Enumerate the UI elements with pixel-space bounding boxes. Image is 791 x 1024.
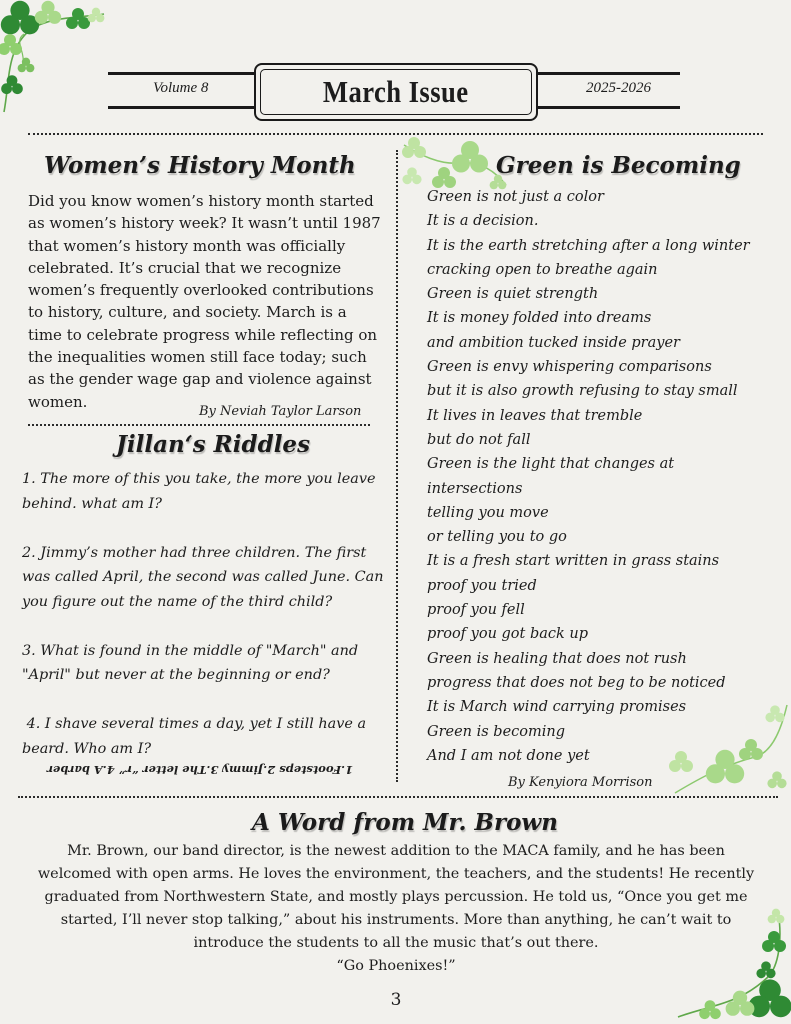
poem-line: It is the earth stretching after a long winter xyxy=(427,237,750,254)
poem-line: cracking open to breathe again xyxy=(427,261,658,278)
poem-line: telling you move xyxy=(427,504,549,521)
article-line: time to celebrate progress while reflecting on xyxy=(28,325,378,344)
mr-brown-heading: A Word from Mr. Brown xyxy=(252,809,558,836)
article-line: introduce the students to all the music that’s out there. xyxy=(193,935,599,951)
poem-heading: Green is Becoming xyxy=(496,152,741,179)
poem-line: and ambition tucked inside prayer xyxy=(427,334,680,351)
masthead-title-box xyxy=(254,63,538,121)
riddle-item: 1. The more of this you take, the more you leave behind. what am I? xyxy=(22,471,376,512)
poem-line: It is a decision. xyxy=(427,213,539,230)
riddle-item: 3. What is found in the middle of "March" and "April" but never at the beginning or end? xyxy=(22,642,359,683)
article-line: as women’s history week? It wasn’t until 1987 xyxy=(28,214,381,233)
poem-line: Green is the light that changes at xyxy=(427,456,675,473)
riddle-answers-upside-down: 1.Footsteps 2.Jimmy 3.The letter “r” 4.A barber xyxy=(46,763,354,777)
poem-line: It lives in leaves that tremble xyxy=(427,407,643,424)
article-line: Mr. Brown, our band director, is the newest addition to the MACA family, and he has been xyxy=(67,843,725,859)
womens-history-heading: Women’s History Month xyxy=(44,152,356,179)
poem-line: proof you fell xyxy=(427,602,525,619)
womens-history-byline: By Neviah Taylor Larson xyxy=(199,404,362,419)
poem-line: Green is quiet strength xyxy=(427,286,599,303)
womens-history-article xyxy=(28,190,388,413)
article-line: that women’s history month was officially xyxy=(28,236,346,255)
poem-line: Green is envy whispering comparisons xyxy=(427,359,712,376)
mr-brown-article xyxy=(24,840,768,978)
poem-line: progress that does not beg to be noticed xyxy=(427,674,726,691)
riddles-heading: Jillan‘s Riddles xyxy=(116,431,311,458)
poem-byline: By Kenyiora Morrison xyxy=(508,775,653,790)
article-line: celebrated. It’s crucial that we recognize xyxy=(28,258,342,277)
poem-line: It is a fresh start written in grass stains xyxy=(427,553,720,570)
article-line: women. xyxy=(28,392,88,411)
masthead-title: March Issue xyxy=(323,74,469,109)
riddles-list xyxy=(22,467,392,786)
divider-bottom xyxy=(18,796,778,798)
poem-lines xyxy=(427,185,767,768)
poem-line: It is March wind carrying promises xyxy=(427,699,687,716)
poem-line: intersections xyxy=(427,480,523,497)
article-line: Did you know women’s history month started xyxy=(28,192,374,210)
divider-top xyxy=(28,133,763,135)
article-line: women’s frequently overlooked contributions xyxy=(28,281,374,300)
divider-left-mid xyxy=(28,424,370,426)
divider-center xyxy=(396,150,398,782)
shamrock-cluster-top-left xyxy=(0,0,115,118)
volume-label: Volume 8 xyxy=(153,80,209,96)
poem-line: proof you tried xyxy=(427,577,537,594)
poem-line: but do not fall xyxy=(427,431,531,448)
article-line: welcomed with open arms. He loves the environment, the teachers, and the students! He recently xyxy=(37,866,755,882)
riddle-item: 2. Jimmy’s mother had three children. The first was called April, the second was called June. Can you figure out the name of the third child? xyxy=(22,544,384,610)
poem-line: Green is healing that does not rush xyxy=(427,650,687,667)
poem-line: Green is not just a color xyxy=(427,189,604,205)
article-line: started, I’ll never stop talking,” about his instruments. More than anything, he can’t wait to xyxy=(60,912,732,928)
poem-line: Green is becoming xyxy=(427,723,566,740)
poem-line: proof you got back up xyxy=(427,626,589,643)
article-line: as the gender wage gap and violence against xyxy=(28,370,372,389)
riddle-item: 4. I shave several times a day, yet I still have a beard. Who am I? xyxy=(22,716,371,757)
poem-line: but it is also growth refusing to stay small xyxy=(427,383,738,400)
article-line: “Go Phoenixes!” xyxy=(336,958,456,974)
page-number: 3 xyxy=(390,990,402,1010)
poem-line: or telling you to go xyxy=(427,529,567,546)
article-line: the inequalities women still face today; such xyxy=(28,348,367,367)
year-label: 2025-2026 xyxy=(586,80,651,96)
article-line: to history, culture, and society. March is a xyxy=(28,303,347,322)
poem-line: It is money folded into dreams xyxy=(427,310,652,327)
article-line: graduated from Northwestern State, and mostly plays percussion. He told us, “Once you get me xyxy=(44,889,748,905)
poem-line: And I am not done yet xyxy=(427,747,590,764)
